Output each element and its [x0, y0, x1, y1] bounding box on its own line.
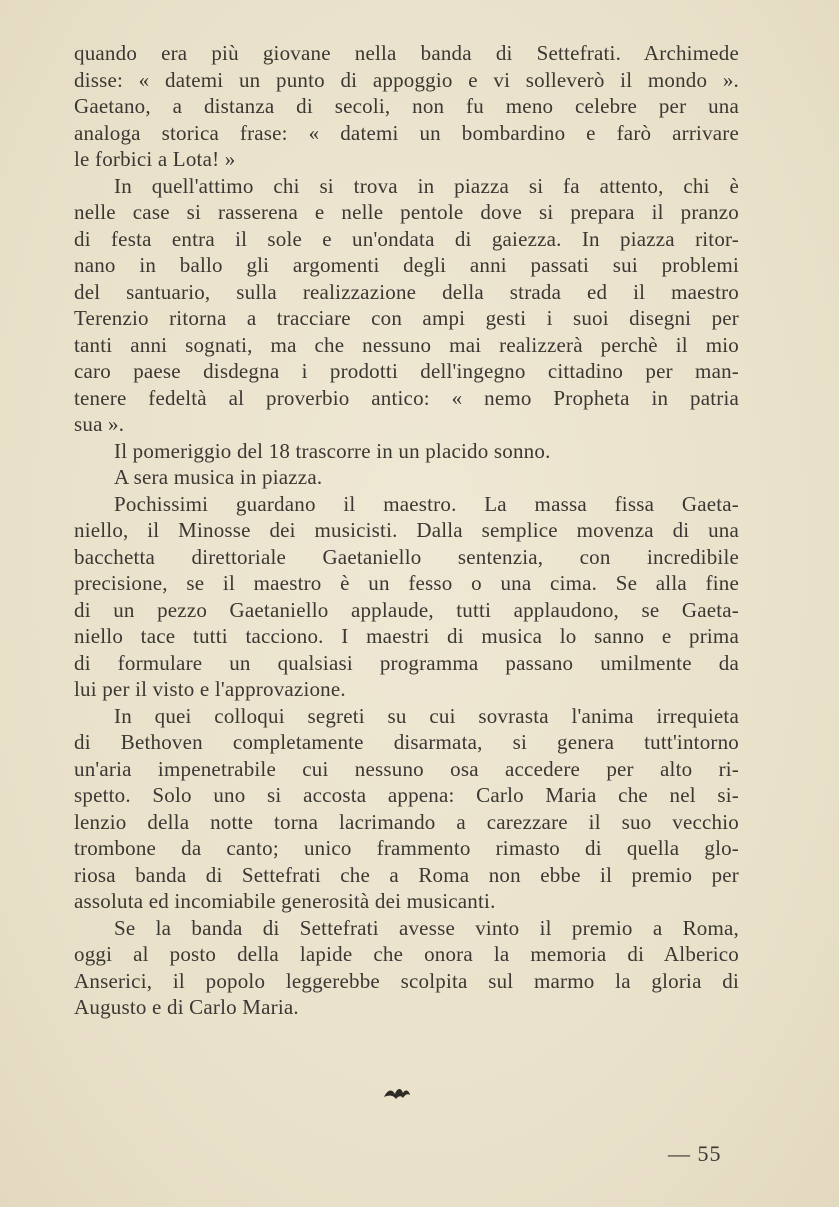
text-line: precisione, se il maestro è un fesso o una cima. Se alla fine [74, 571, 739, 595]
text-line: lenzio della notte torna lacrimando a carezzare il suo vecchio [74, 809, 739, 834]
text-line: In quell'attimo chi si trova in piazza si fa attento, chi è [114, 173, 739, 198]
text-line: Gaetano, a distanza di secoli, non fu meno celebre per una [74, 94, 739, 118]
text-line: caro paese disdegna i prodotti dell'ingegno cittadino per man- [74, 359, 739, 383]
text-line: nelle case si rasserena e nelle pentole dove si prepara il pranzo [74, 200, 739, 224]
text-line: di formulare un qualsiasi programma passano umilmente da [74, 650, 739, 675]
text-line: le forbici a Lota! » [74, 147, 236, 171]
text-line: quando era più giovane nella banda di Settefrati. Archimede [74, 41, 739, 65]
text-line: un'aria impenetrabile cui nessuno osa accedere per alto ri- [74, 756, 739, 781]
text-line: niello, il Minosse dei musicisti. Dalla semplice movenza di una [74, 518, 739, 542]
text-line: riosa banda di Settefrati che a Roma non ebbe il premio per [74, 862, 739, 887]
text-line: di Bethoven completamente disarmata, si genera tutt'intorno [74, 730, 739, 754]
text-line: spetto. Solo uno si accosta appena: Carlo Maria che nel si- [74, 783, 739, 807]
text-line: tenere fedeltà al proverbio antico: « nemo Propheta in patria [74, 385, 739, 410]
text-line: Terenzio ritorna a tracciare con ampi gesti i suoi disegni per [74, 306, 739, 330]
text-line: assoluta ed incomiabile generosità dei musicanti. [74, 889, 496, 913]
text-line: di un pezzo Gaetaniello applaude, tutti applaudono, se Gaeta- [74, 597, 739, 622]
text-line: analoga storica frase: « datemi un bombardino e farò arrivare [74, 120, 739, 145]
text-line: Augusto e di Carlo Maria. [74, 995, 299, 1019]
text-line: oggi al posto della lapide che onora la memoria di Alberico [74, 942, 739, 966]
text-line: tanti anni sognati, ma che nessuno mai realizzerà perchè il mio [74, 332, 739, 357]
text-line: nano in ballo gli argomenti degli anni passati sui problemi [74, 253, 739, 277]
text-line: In quei colloqui segreti su cui sovrasta l'anima irrequieta [114, 703, 739, 728]
text-line: di festa entra il sole e un'ondata di gaiezza. In piazza ritor- [74, 226, 739, 251]
text-line: Se la banda di Settefrati avesse vinto il premio a Roma, [114, 915, 739, 940]
text-line: del santuario, sulla realizzazione della strada ed il maestro [74, 279, 739, 304]
text-line: trombone da canto; unico frammento rimasto di quella glo- [74, 836, 739, 860]
body-text [74, 40, 739, 1021]
text-line: Il pomeriggio del 18 trascorre in un placido sonno. [114, 438, 551, 463]
text-line: A sera musica in piazza. [114, 465, 323, 489]
text-line: niello tace tutti tacciono. I maestri di musica lo sanno e prima [74, 624, 739, 648]
text-line: disse: « datemi un punto di appoggio e vi solleverò il mondo ». [74, 67, 739, 92]
fleuron-ornament-icon [383, 1085, 411, 1101]
text-line: lui per il visto e l'approvazione. [74, 677, 346, 701]
text-line: Pochissimi guardano il maestro. La massa fissa Gaeta- [114, 491, 739, 516]
text-line: Anserici, il popolo leggerebbe scolpita sul marmo la gloria di [74, 968, 739, 993]
text-line: bacchetta direttoriale Gaetaniello sentenzia, con incredibile [74, 544, 739, 569]
page-number: — 55 [668, 1141, 722, 1166]
text-line: sua ». [74, 412, 125, 436]
